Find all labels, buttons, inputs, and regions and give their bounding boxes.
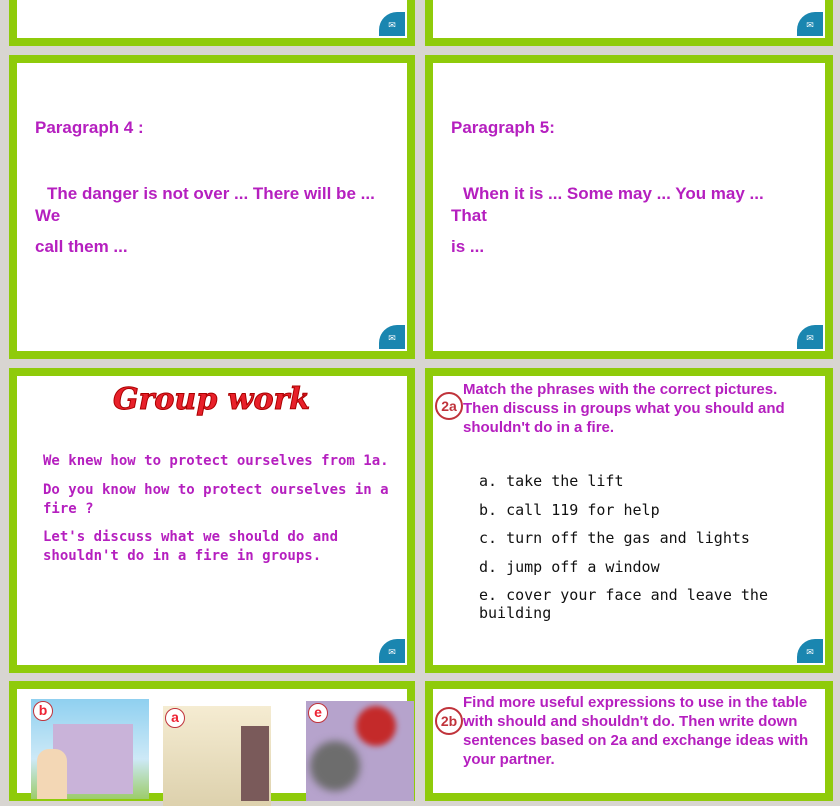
- slide-top-right[interactable]: [425, 0, 833, 46]
- slide-text: call them ...: [35, 237, 128, 256]
- slide-text: The danger is not over ... There will be ... We: [35, 184, 375, 225]
- logo-icon: ✉: [797, 639, 823, 663]
- group-work-title: Group work: [113, 382, 311, 417]
- group-text-2: Do you know how to protect ourselves in a fire ?: [43, 482, 389, 517]
- badge-2a: 2a: [435, 392, 463, 420]
- phrase-item: b. call 119 for help: [479, 501, 660, 519]
- group-text-1: We knew how to protect ourselves from 1a.: [43, 453, 389, 469]
- logo-icon: ✉: [379, 325, 405, 349]
- badge-2b: 2b: [435, 707, 463, 735]
- slide-paragraph-4[interactable]: [9, 55, 415, 359]
- logo-icon: ✉: [797, 325, 823, 349]
- slide-title: Paragraph 5:: [451, 118, 555, 137]
- slide-top-left[interactable]: [9, 0, 415, 46]
- slide-pictures[interactable]: [9, 681, 415, 801]
- slide-paragraph-5[interactable]: [425, 55, 833, 359]
- picture-call-119: [31, 699, 149, 799]
- slide-group-work[interactable]: [9, 368, 415, 673]
- logo-icon: ✉: [379, 639, 405, 663]
- picture-label: e: [308, 703, 328, 723]
- picture-leave-building: [306, 701, 414, 801]
- picture-label: a: [165, 708, 185, 728]
- logo-icon: ✉: [379, 12, 405, 36]
- phrase-item: e. cover your face and leave the building: [479, 586, 768, 622]
- picture-label: b: [33, 701, 53, 721]
- picture-lift: [163, 706, 271, 806]
- phrase-item: c. turn off the gas and lights: [479, 529, 750, 547]
- slide-text: When it is ... Some may ... You may ... That: [451, 184, 764, 225]
- slide-2a[interactable]: [425, 368, 833, 673]
- instruction: Match the phrases with the correct pictures. Then discuss in groups what you should and shouldn't do in a fire.: [463, 381, 785, 436]
- slide-2b[interactable]: [425, 681, 833, 801]
- slide-title: Paragraph 4 :: [35, 118, 144, 137]
- instruction: Find more useful expressions to use in the table with should and shouldn't do. Then write down sentences based on 2a and exchange ideas with your partner.: [463, 694, 809, 768]
- phrase-item: a. take the lift: [479, 472, 624, 490]
- phrase-item: d. jump off a window: [479, 558, 660, 576]
- slide-text: is ...: [451, 237, 485, 256]
- group-text-3: Let's discuss what we should do and shouldn't do in a fire in groups.: [43, 529, 339, 564]
- logo-icon: ✉: [797, 12, 823, 36]
